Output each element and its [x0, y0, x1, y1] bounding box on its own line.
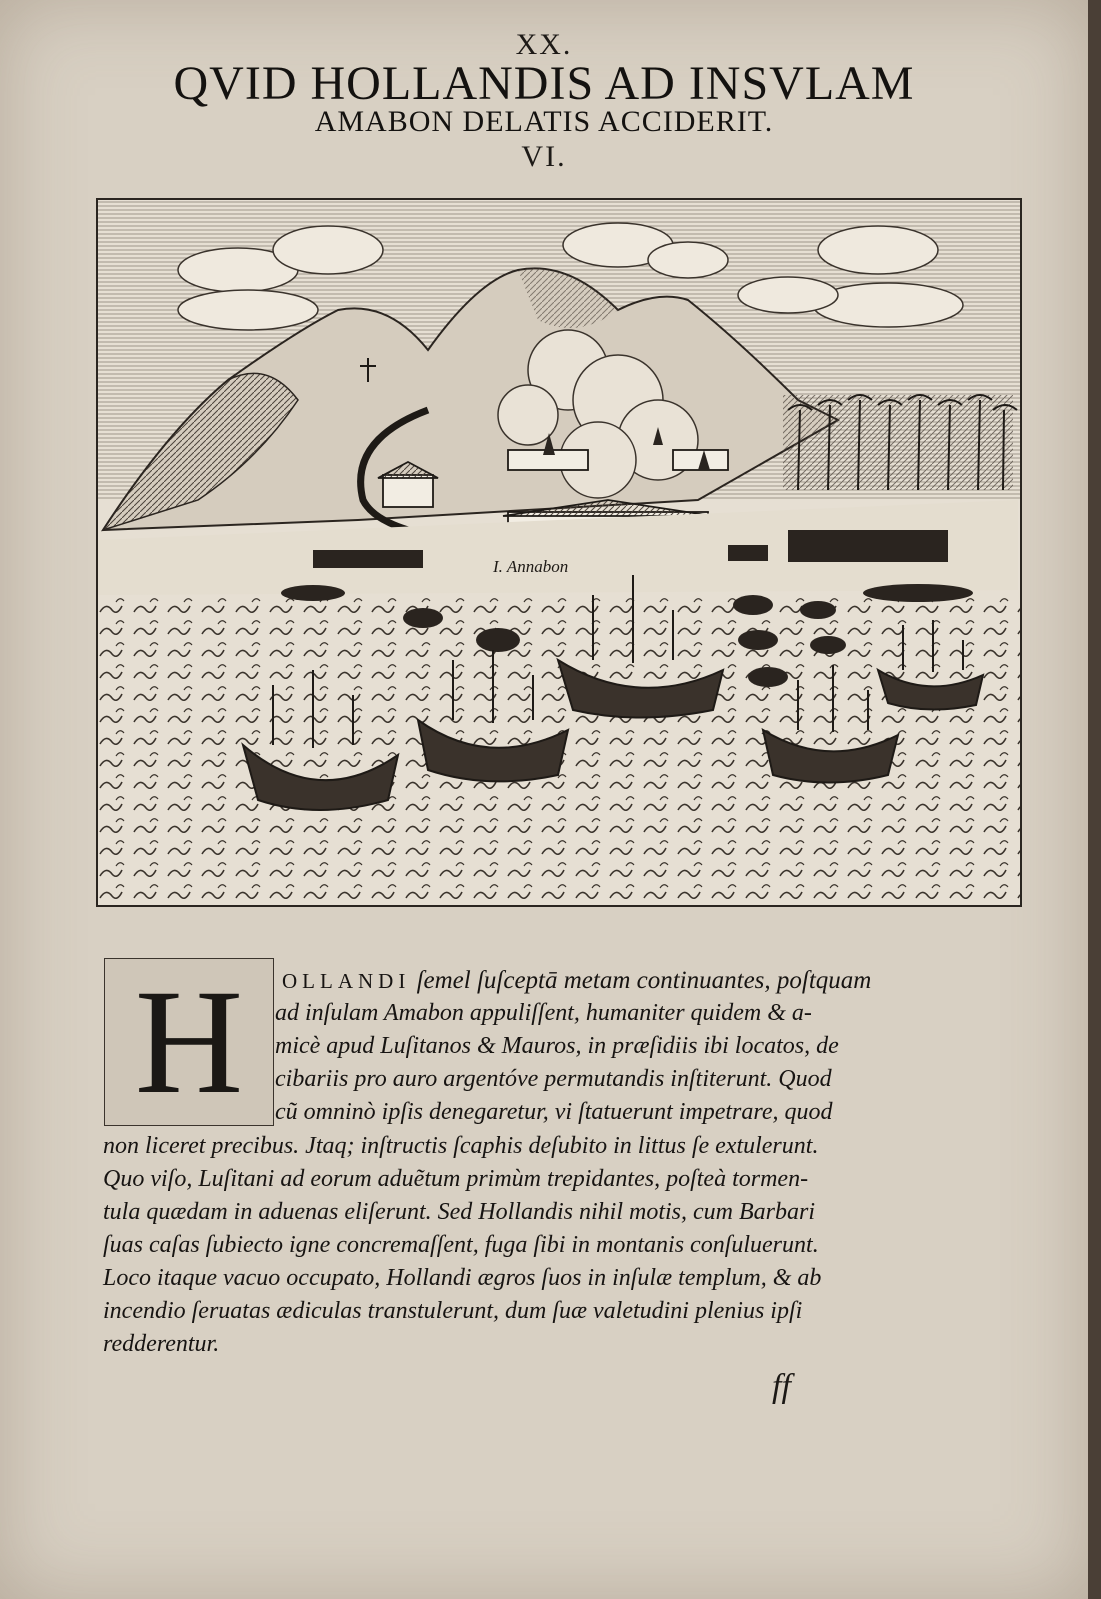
line-text: ſemel ſuſceptā metam continuantes, poſtquam	[416, 967, 872, 994]
body-line-2: ad inſulam Amabon appuliſſent, humaniter quidem & a-	[275, 1000, 812, 1026]
body-line-6: non liceret precibus. Jtaq; inſtructis ſcaphis deſubito in littus ſe extulerunt.	[103, 1133, 819, 1159]
body-line-11: incendio ſeruatas ædiculas transtulerunt, dum ſuæ valetudini plenius ipſi	[103, 1298, 803, 1324]
page-edge	[1088, 0, 1101, 1599]
chapter-number: XX.	[515, 28, 573, 61]
title-line-2: AMABON DELATIS ACCIDERIT.	[314, 105, 774, 138]
body-line-12: redderentur.	[103, 1331, 220, 1357]
title-line-1: QVID HOLLANDIS AD INSVLAM	[173, 57, 915, 110]
dropcap-letter: H	[134, 959, 244, 1125]
body-line-5: cũ omninò ipſis denegaretur, vi ſtatuerunt impetrare, quod	[275, 1099, 833, 1125]
body-line-7: Quo viſo, Luſitani ad eorum aduẽtum primùm trepidantes, poſteà tormen-	[103, 1166, 809, 1192]
body-line-9: ſuas caſas ſubiecto igne concremaſſent, fuga ſibi in montanis conſuluerunt.	[103, 1232, 819, 1258]
plate-number: VI.	[521, 140, 567, 173]
body-line-10: Loco itaque vacuo occupato, Hollandi ægros ſuos in inſulæ templum, & ab	[103, 1265, 822, 1291]
body-line-3: micè apud Luſitanos & Mauros, in præſidiis ibi locatos, de	[275, 1033, 839, 1059]
signature-mark: ff	[772, 1368, 791, 1405]
first-word-rest: OLLANDI	[282, 969, 411, 993]
engraving-illustration	[98, 200, 1020, 905]
body-line-4: cibariis pro auro argentóve permutandis inſtiterunt. Quod	[275, 1066, 832, 1092]
palm-grove	[783, 395, 1017, 490]
place-label: I. Annabon	[493, 557, 569, 576]
body-line-8: tula quædam in aduenas eliſerunt. Sed Hollandis nihil motis, cum Barbari	[103, 1199, 815, 1225]
ornamental-initial	[104, 958, 274, 1126]
body-line-1	[282, 965, 871, 997]
engraving-plate	[96, 198, 1022, 907]
